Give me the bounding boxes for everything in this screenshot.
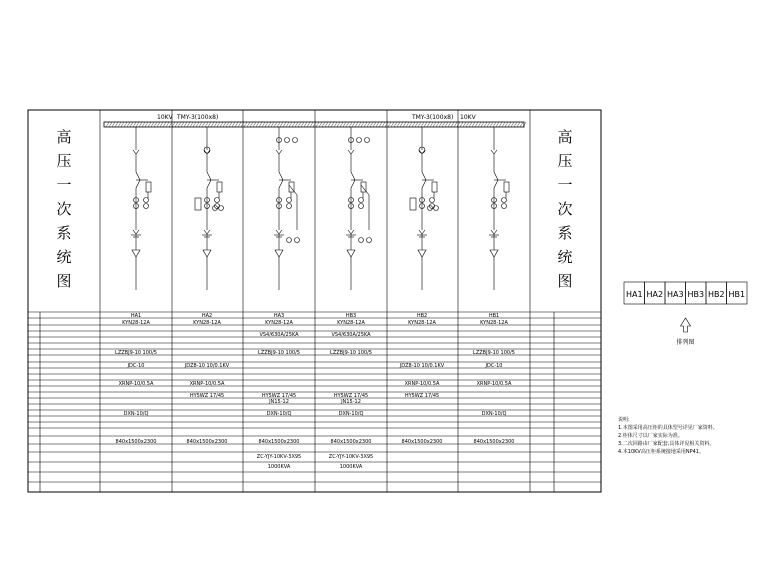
cable-spec: ZC-YJY-10KV-3X95 [256,454,302,460]
capacity: 1000KVA [267,464,291,470]
panel-dividers [172,110,458,492]
arrangement-diagram [624,282,747,346]
device-spec: DXN-10/Q [266,411,292,417]
ct-spec: LZZBJ9-10 100/5 [258,350,300,356]
panel-id: HB3 [345,313,357,319]
title-char: 压 [557,152,573,170]
capacity: 1000KVA [339,464,363,470]
cable-spec: ZC-YJY-10KV-3X95 [328,454,374,460]
panel-type: KYN28-12A [337,320,365,326]
title-right [557,128,572,290]
arrester-spec: XRNP-10/0.5A [118,381,154,387]
arrangement-cell-label: HB1 [728,290,746,299]
switch-spec: JN15-12 [269,399,289,405]
device-spec: DXN-10/Q [338,411,364,417]
breaker-spec: VS4/630A/25KA [331,332,371,338]
relay-spec: JDZ8-10 10/0.1KV [184,363,230,369]
panel-type: KYN28-12A [480,320,508,326]
panel-id: HB2 [416,313,428,319]
busbar [104,122,524,127]
arrester-spec: XRNP-10/0.5A [476,381,512,387]
arrangement-cell-label: HA2 [646,290,664,299]
note-item-1: 1.本图采用高压柜的具体型号详见厂家资料。 [618,425,718,431]
panel-id: HA3 [273,313,285,319]
title-char: 一 [557,176,573,194]
panel-type: KYN28-12A [122,320,150,326]
panel-size: 840x1500x2300 [186,439,228,445]
relay-spec: JDZ8-10 10/0.1KV [399,363,445,369]
vt-spec: HY5WZ 17/45 [261,393,297,399]
panel-id: HA2 [201,313,213,319]
panel-size: 840x1500x2300 [401,439,443,445]
bus-spec-right: TMY-3(100x8) [412,114,454,121]
arrangement-cell-label: HB3 [687,290,705,299]
vt-spec: HY5WZ 17/45 [404,393,440,399]
arrangement-cell-label: HB2 [707,290,725,299]
note-item-3: 3.二次回路由厂家配套,具体详见相关资料。 [618,441,715,447]
panel-type: KYN28-12A [193,320,221,326]
title-char: 次 [56,200,72,218]
device-spec: DXN-10/Q [123,411,149,417]
notes-heading: 说明: [618,417,630,423]
ct-spec: LZZBJ9-10 100/5 [330,350,372,356]
ct-spec: LZZBJ9-10 100/5 [473,350,515,356]
arrester-spec: XRNP-10/0.5A [404,381,440,387]
arrangement-label: 排列图 [676,339,695,346]
circuit-symbols [131,127,509,290]
title-char: 系 [557,224,573,242]
title-char: 压 [56,152,72,170]
note-item-4: 4.本10KV高压柜系统接地采用NP41。 [618,449,704,455]
panel-size: 840x1500x2300 [258,439,300,445]
note-item-2: 2.柜体尺寸以厂家实际为准。 [618,433,683,439]
title-char: 一 [56,176,72,194]
arrangement-cell-label: HA1 [625,290,643,299]
title-char: 图 [557,272,573,290]
breaker-spec: VS4/630A/25KA [259,332,299,338]
bus-spec-left: TMY-3(100x8) [177,114,219,121]
title-char: 系 [56,224,72,242]
drawing-frame [28,110,601,492]
vt-spec: HY5WZ 17/45 [333,393,369,399]
title-char: 高 [56,128,72,146]
title-char: 统 [557,248,573,266]
panel-id: HA1 [130,313,142,319]
title-char: 图 [56,272,72,290]
arrangement-cell-label: HA3 [666,290,684,299]
bus-voltage-right: 10KV [460,114,476,121]
relay-spec: JDC-10 [485,363,503,369]
vt-spec: HY5WZ 17/45 [189,393,225,399]
title-char: 高 [557,128,573,146]
title-char: 统 [56,248,72,266]
relay-spec: JDC-10 [127,363,145,369]
panel-type: KYN28-12A [408,320,436,326]
arrester-spec: XRNP-10/0.5A [189,381,225,387]
panel-size: 840x1500x2300 [473,439,515,445]
panel-type: KYN28-12A [265,320,293,326]
ct-spec: LZZBJ9-10 100/5 [115,350,157,356]
switch-spec: JN15-12 [341,399,361,405]
panel-size: 840x1500x2300 [115,439,157,445]
panel-id: HB1 [488,313,500,319]
title-left [56,128,71,290]
notes [618,416,718,456]
device-spec: DXN-10/Q [481,411,507,417]
panel-size: 840x1500x2300 [330,439,372,445]
title-char: 次 [557,200,573,218]
bus-voltage-left: 10KV [157,114,173,121]
equipment-table-grid [28,312,601,492]
arrow-up-icon [681,318,691,332]
